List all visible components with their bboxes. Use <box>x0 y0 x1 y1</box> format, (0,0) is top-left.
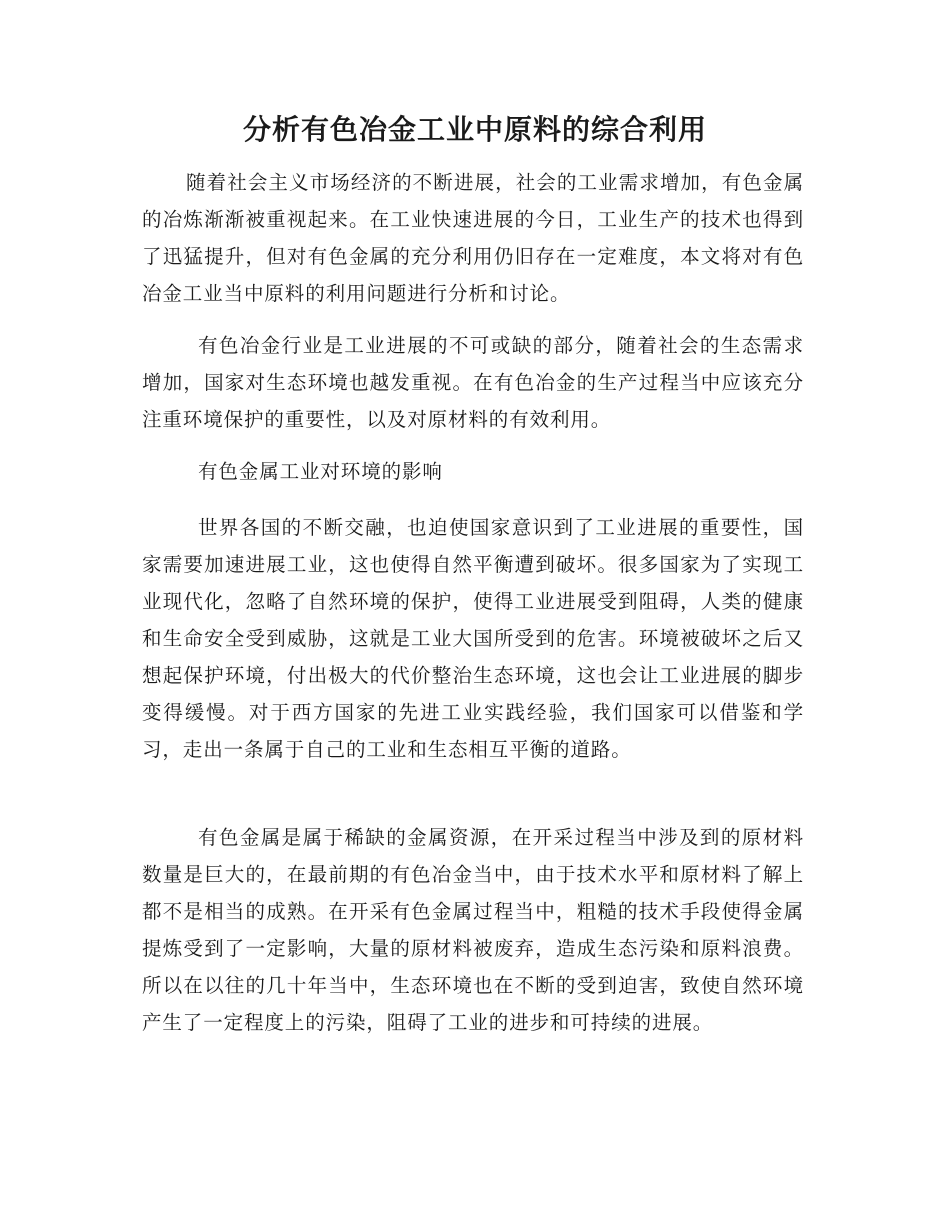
paragraph-intro: 随着社会主义市场经济的不断进展，社会的工业需求增加，有色金属的冶炼渐渐被重视起来。在工业快速进展的今日，工业生产的技术也得到了迅猛提升，但对有色金属的充分利用仍旧存在一定难度，本文将对有色冶金工业当中原料的利用问题进行分析和讨论。 <box>142 171 804 305</box>
section-heading-environment-impact: 有色金属工业对环境的影响 <box>198 460 443 483</box>
document-title: 分析有色冶金工业中原料的综合利用 <box>242 113 707 146</box>
paragraph-global-industrialization: 世界各国的不断交融，也迫使国家意识到了工业进展的重要性，国家需要加速进展工业，这也使得自然平衡遭到破坏。很多国家为了实现工业现代化，忽略了自然环境的保护，使得工业进展受到阻碍，人类的健康和生命安全受到威胁，这就是工业大国所受到的危害。环境被破坏之后又想起保护环境，付出极大的代价整治生态环境，这也会让工业进展的脚步变得缓慢。对于西方国家的先进工业实践经验，我们国家可以借鉴和学习，走出一条属于自己的工业和生态相互平衡的道路。 <box>142 516 804 761</box>
paragraph-industry-importance: 有色冶金行业是工业进展的不可或缺的部分，随着社会的生态需求增加，国家对生态环境也越发重视。在有色冶金的生产过程当中应该充分注重环境保护的重要性，以及对原材料的有效利用。 <box>142 334 804 431</box>
paragraph-scarce-resources: 有色金属是属于稀缺的金属资源，在开采过程当中涉及到的原材料数量是巨大的，在最前期的有色冶金当中，由于技术水平和原材料了解上都不是相当的成熟。在开采有色金属过程当中，粗糙的技术手段使得金属提炼受到了一定影响，大量的原材料被废弃，造成生态污染和原料浪费。所以在以往的几十年当中，生态环境也在不断的受到迫害，致使自然环境产生了一定程度上的污染，阻碍了工业的进步和可持续的进展。 <box>142 826 804 1034</box>
